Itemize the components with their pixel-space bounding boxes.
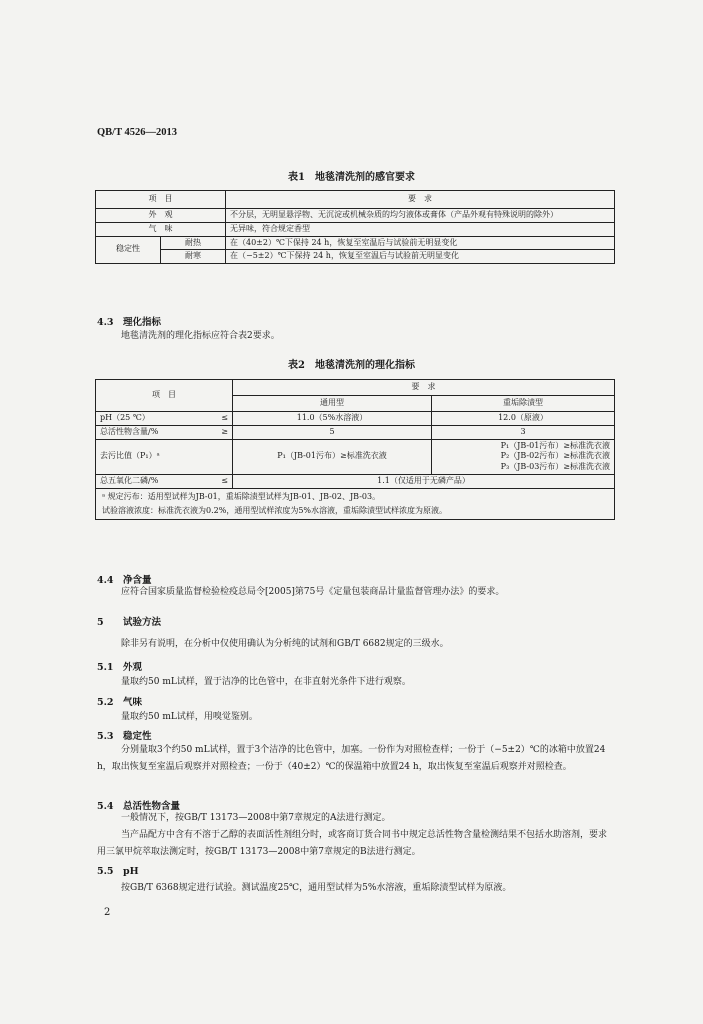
section-4-3-text: 地毯清洗剂的理化指标应符合表2要求。	[121, 331, 280, 341]
table2-surfactant-heavy: 3	[432, 425, 615, 439]
table2-ph-general: 11.0（5%水溶液）	[233, 412, 432, 426]
section-5-2-text: 量取约50 mL试样，用嗅觉鉴别。	[121, 712, 258, 722]
section-5-1-heading: 5.1 外观	[97, 662, 143, 673]
table2-header-item: 项 目	[96, 380, 233, 412]
section-4-3-heading: 4.3 理化指标	[97, 317, 162, 328]
table1-stability-label: 稳定性	[96, 236, 161, 264]
section-5-3-text: 分别量取3个约50 mL试样，置于3个洁净的比色管中，加塞。一份作为对照检查样；一份于（−5±2）℃的冰箱中放置24 h，取出恢复至室温后观察并对照检查；一份于（40±2）℃的保温箱中放置24 h，取出恢复至室温后观察并对照检查。	[97, 745, 606, 772]
table1-cold-label: 耐寒	[161, 250, 226, 264]
table1	[95, 190, 615, 264]
table2-caption: 表2 地毯清洗剂的理化指标	[288, 360, 415, 371]
section-4-4-heading: 4.4 净含量	[97, 575, 152, 586]
table2-header-heavy: 重垢除渍型	[432, 396, 615, 412]
table1-appearance-label: 外 观	[96, 209, 226, 223]
table1-caption: 表1 地毯清洗剂的感官要求	[288, 172, 415, 183]
standard-code: QB/T 4526—2013	[97, 127, 178, 138]
table2-surfactant-general: 5	[233, 425, 432, 439]
section-5-3-heading: 5.3 稳定性	[97, 731, 152, 742]
table1-header-item: 项 目	[96, 191, 226, 209]
table2-note-b: 试验溶液浓度：标准洗衣液为0.2%，通用型试样浓度为5%水溶液，重垢除渍型试样浓度为原液。	[102, 505, 448, 515]
table2	[95, 379, 615, 520]
table2-phosphorus-label: 总五氧化二磷/% ≤	[96, 474, 233, 488]
table1-heat-value: 在（40±2）℃下保持 24 h，恢复至室温后与试验前无明显变化	[226, 236, 615, 250]
table2-header-general: 通用型	[233, 396, 432, 412]
table2-surfactant-label: 总活性物含量/% ≥	[96, 425, 233, 439]
table1-appearance-value: 不分层，无明显悬浮物、无沉淀或机械杂质的均匀液体或膏体（产品外观有特殊说明的除外）	[226, 209, 615, 223]
table1-heat-label: 耐热	[161, 236, 226, 250]
section-5-1-text: 量取约50 mL试样，置于洁净的比色管中，在非直射光条件下进行观察。	[121, 677, 411, 687]
table2-notes	[96, 488, 615, 520]
table1-cold-value: 在（−5±2）℃下保持 24 h，恢复至室温后与试验前无明显变化	[226, 250, 615, 264]
section-5-2-heading: 5.2 气味	[97, 697, 143, 708]
section-5-5-heading: 5.5 pH	[97, 866, 139, 877]
table1-odor-label: 气 味	[96, 222, 226, 236]
section-5-4-text-2: 当产品配方中含有不溶于乙醇的表面活性剂组分时，或客商订货合同书中规定总活性物含量检测结果不包括水助溶剂，要求用三氯甲烷萃取法测定时，按GB/T 13173—2008中第7章规定的B法进行测定。	[97, 830, 608, 857]
section-4-4-text: 应符合国家质量监督检验检疫总局令[2005]第75号《定量包装商品计量监督管理办法》的要求。	[121, 587, 505, 597]
table2-ph-heavy: 12.0（原液）	[432, 412, 615, 426]
page-number: 2	[104, 907, 111, 918]
section-5-4-heading: 5.4 总活性物含量	[97, 801, 181, 812]
table2-header-requirement: 要 求	[233, 380, 615, 396]
table2-ph-label: pH（25 ℃） ≤	[96, 412, 233, 426]
table2-decontamination-general: P₁（JB-01污布）≥标准洗衣液	[233, 439, 432, 474]
table2-decontamination-heavy: P₁（JB-01污布）≥标准洗衣液 P₂（JB-02污布）≥标准洗衣液 P₃（JB-03污布）≥标准洗衣液	[432, 439, 615, 474]
table1-header-requirement: 要 求	[226, 191, 615, 209]
table1-odor-value: 无异味，符合规定香型	[226, 222, 615, 236]
table2-decontamination-label: 去污比值（P₁）ᵃ	[96, 439, 233, 474]
section-5-4-text-1: 一般情况下，按GB/T 13173—2008中第7章规定的A法进行测定。	[121, 813, 391, 823]
section-5-5-text: 按GB/T 6368规定进行试验。测试温度25℃，通用型试样为5%水溶液，重垢除渍型试样为原液。	[121, 883, 512, 893]
section-5-heading: 5 试验方法	[97, 617, 162, 628]
section-5-text: 除非另有说明，在分析中仅使用确认为分析纯的试剂和GB/T 6682规定的三级水。	[121, 639, 449, 649]
table2-phosphorus-value: 1.1（仅适用于无磷产品）	[233, 474, 615, 488]
table2-note-a: ᵃ 规定污布：适用型试样为JB-01，重垢除渍型试样为JB-01、JB-02、JB-03。	[102, 491, 381, 501]
